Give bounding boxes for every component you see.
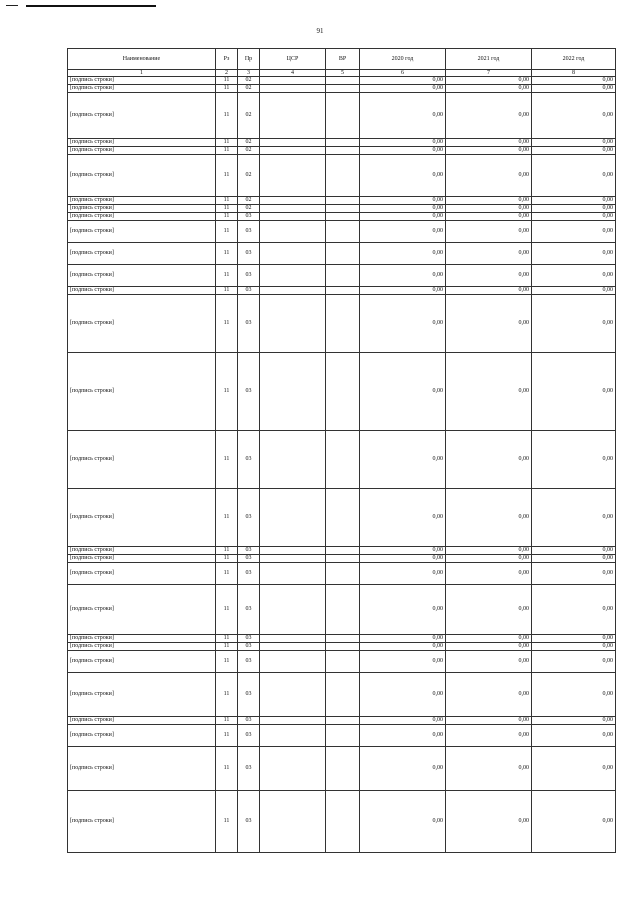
cell-name: [подпись строки] (68, 85, 216, 93)
cell-2022: 0,00 (532, 265, 616, 287)
cell-2022: 0,00 (532, 353, 616, 431)
cell-csr (260, 155, 326, 197)
cell-name: [подпись строки] (68, 555, 216, 563)
table-row (68, 585, 616, 635)
cell-2020: 0,00 (360, 635, 446, 643)
table-row (68, 563, 616, 585)
cell-2021: 0,00 (446, 77, 532, 85)
cell-vr (326, 353, 360, 431)
cell-name: [подпись строки] (68, 353, 216, 431)
cell-name: [подпись строки] (68, 197, 216, 205)
table-row (68, 213, 616, 221)
cell-csr (260, 205, 326, 213)
table-row (68, 221, 616, 243)
header-row (68, 49, 616, 70)
cell-pr: 02 (238, 139, 260, 147)
cell-2020: 0,00 (360, 93, 446, 139)
cell-csr (260, 673, 326, 717)
table-row (68, 93, 616, 139)
cell-csr (260, 489, 326, 547)
table-row (68, 643, 616, 651)
cell-rz: 11 (216, 563, 238, 585)
cell-rz: 11 (216, 431, 238, 489)
cell-vr (326, 205, 360, 213)
cell-vr (326, 221, 360, 243)
cell-2021: 0,00 (446, 673, 532, 717)
cell-2020: 0,00 (360, 147, 446, 155)
cell-2020: 0,00 (360, 585, 446, 635)
cell-2021: 0,00 (446, 139, 532, 147)
cell-2021: 0,00 (446, 265, 532, 287)
cell-name: [подпись строки] (68, 295, 216, 353)
cell-2021: 0,00 (446, 197, 532, 205)
cell-2021: 0,00 (446, 155, 532, 197)
header-pr: Пр (238, 49, 260, 70)
cell-2020: 0,00 (360, 643, 446, 651)
cell-2021: 0,00 (446, 147, 532, 155)
column-number: 1 (68, 70, 216, 77)
table-row (68, 85, 616, 93)
cell-2022: 0,00 (532, 673, 616, 717)
cell-2020: 0,00 (360, 213, 446, 221)
cell-pr: 02 (238, 205, 260, 213)
cell-vr (326, 213, 360, 221)
table-row (68, 287, 616, 295)
cell-csr (260, 563, 326, 585)
cell-2021: 0,00 (446, 205, 532, 213)
page-number: 91 (316, 27, 324, 35)
cell-2021: 0,00 (446, 747, 532, 791)
cell-2020: 0,00 (360, 431, 446, 489)
cell-rz: 11 (216, 747, 238, 791)
table-row (68, 747, 616, 791)
column-number: 8 (532, 70, 616, 77)
cell-2021: 0,00 (446, 635, 532, 643)
cell-name: [подпись строки] (68, 155, 216, 197)
cell-pr: 02 (238, 197, 260, 205)
cell-pr: 03 (238, 295, 260, 353)
cell-pr: 03 (238, 563, 260, 585)
table-row (68, 651, 616, 673)
cell-name: [подпись строки] (68, 243, 216, 265)
cell-2022: 0,00 (532, 139, 616, 147)
cell-name: [подпись строки] (68, 725, 216, 747)
header-rz: Рз (216, 49, 238, 70)
cell-csr (260, 717, 326, 725)
table-row (68, 489, 616, 547)
cell-csr (260, 431, 326, 489)
cell-pr: 03 (238, 651, 260, 673)
cell-2022: 0,00 (532, 221, 616, 243)
table-row (68, 725, 616, 747)
cell-2020: 0,00 (360, 205, 446, 213)
cell-2022: 0,00 (532, 489, 616, 547)
cell-csr (260, 295, 326, 353)
table-row (68, 197, 616, 205)
cell-vr (326, 563, 360, 585)
cell-rz: 11 (216, 635, 238, 643)
cell-name: [подпись строки] (68, 717, 216, 725)
cell-2022: 0,00 (532, 287, 616, 295)
cell-2021: 0,00 (446, 643, 532, 651)
cell-name: [подпись строки] (68, 287, 216, 295)
cell-2020: 0,00 (360, 265, 446, 287)
cell-pr: 03 (238, 555, 260, 563)
cell-2020: 0,00 (360, 77, 446, 85)
cell-2022: 0,00 (532, 725, 616, 747)
cell-csr (260, 221, 326, 243)
cell-csr (260, 643, 326, 651)
cell-vr (326, 717, 360, 725)
cell-2021: 0,00 (446, 295, 532, 353)
cell-2020: 0,00 (360, 563, 446, 585)
cell-csr (260, 555, 326, 563)
cell-2022: 0,00 (532, 643, 616, 651)
cell-2021: 0,00 (446, 585, 532, 635)
cell-pr: 03 (238, 287, 260, 295)
cell-2022: 0,00 (532, 791, 616, 853)
cell-vr (326, 725, 360, 747)
cell-rz: 11 (216, 265, 238, 287)
table-row (68, 265, 616, 287)
cell-vr (326, 197, 360, 205)
cell-name: [подпись строки] (68, 489, 216, 547)
cell-rz: 11 (216, 295, 238, 353)
cell-2022: 0,00 (532, 213, 616, 221)
cell-vr (326, 155, 360, 197)
cell-name: [подпись строки] (68, 643, 216, 651)
cell-2020: 0,00 (360, 651, 446, 673)
scan-edge-marks (0, 0, 640, 12)
cell-name: [подпись строки] (68, 213, 216, 221)
table-row (68, 243, 616, 265)
cell-2020: 0,00 (360, 791, 446, 853)
cell-csr (260, 547, 326, 555)
cell-2022: 0,00 (532, 555, 616, 563)
cell-pr: 02 (238, 147, 260, 155)
cell-rz: 11 (216, 77, 238, 85)
cell-name: [подпись строки] (68, 205, 216, 213)
cell-vr (326, 547, 360, 555)
cell-name: [подпись строки] (68, 635, 216, 643)
cell-2022: 0,00 (532, 147, 616, 155)
cell-2020: 0,00 (360, 197, 446, 205)
cell-vr (326, 431, 360, 489)
cell-pr: 03 (238, 243, 260, 265)
cell-rz: 11 (216, 139, 238, 147)
column-number: 4 (260, 70, 326, 77)
cell-pr: 03 (238, 431, 260, 489)
cell-vr (326, 93, 360, 139)
cell-vr (326, 265, 360, 287)
cell-rz: 11 (216, 585, 238, 635)
cell-2020: 0,00 (360, 547, 446, 555)
cell-2022: 0,00 (532, 77, 616, 85)
cell-vr (326, 791, 360, 853)
cell-vr (326, 673, 360, 717)
header-csr: ЦСР (260, 49, 326, 70)
table-row (68, 717, 616, 725)
table-row (68, 791, 616, 853)
cell-2021: 0,00 (446, 555, 532, 563)
cell-name: [подпись строки] (68, 547, 216, 555)
scan-line-mark (26, 5, 156, 7)
cell-rz: 11 (216, 717, 238, 725)
cell-vr (326, 295, 360, 353)
table-row (68, 555, 616, 563)
cell-2020: 0,00 (360, 85, 446, 93)
cell-pr: 03 (238, 717, 260, 725)
cell-name: [подпись строки] (68, 673, 216, 717)
cell-rz: 11 (216, 651, 238, 673)
cell-csr (260, 287, 326, 295)
cell-pr: 03 (238, 791, 260, 853)
cell-2020: 0,00 (360, 717, 446, 725)
cell-csr (260, 93, 326, 139)
cell-rz: 11 (216, 213, 238, 221)
header-name: Наименование (68, 49, 216, 70)
cell-csr (260, 147, 326, 155)
cell-pr: 02 (238, 155, 260, 197)
cell-2021: 0,00 (446, 243, 532, 265)
cell-vr (326, 147, 360, 155)
table-row (68, 353, 616, 431)
cell-name: [подпись строки] (68, 747, 216, 791)
cell-2020: 0,00 (360, 295, 446, 353)
table-row (68, 295, 616, 353)
cell-2020: 0,00 (360, 287, 446, 295)
cell-pr: 02 (238, 93, 260, 139)
cell-csr (260, 651, 326, 673)
cell-2021: 0,00 (446, 791, 532, 853)
table-row (68, 205, 616, 213)
cell-pr: 03 (238, 643, 260, 651)
table-row (68, 155, 616, 197)
cell-rz: 11 (216, 85, 238, 93)
cell-2021: 0,00 (446, 353, 532, 431)
cell-2021: 0,00 (446, 93, 532, 139)
cell-2022: 0,00 (532, 651, 616, 673)
cell-vr (326, 243, 360, 265)
cell-2021: 0,00 (446, 651, 532, 673)
scan-dash-mark (6, 5, 18, 6)
cell-name: [подпись строки] (68, 563, 216, 585)
cell-vr (326, 651, 360, 673)
column-number: 3 (238, 70, 260, 77)
cell-name: [подпись строки] (68, 651, 216, 673)
cell-csr (260, 197, 326, 205)
cell-csr (260, 747, 326, 791)
cell-rz: 11 (216, 155, 238, 197)
cell-name: [подпись строки] (68, 139, 216, 147)
cell-2022: 0,00 (532, 747, 616, 791)
cell-2020: 0,00 (360, 155, 446, 197)
cell-pr: 02 (238, 77, 260, 85)
cell-rz: 11 (216, 197, 238, 205)
cell-rz: 11 (216, 791, 238, 853)
cell-pr: 03 (238, 213, 260, 221)
cell-2020: 0,00 (360, 747, 446, 791)
cell-pr: 03 (238, 585, 260, 635)
column-number: 2 (216, 70, 238, 77)
cell-vr (326, 585, 360, 635)
cell-pr: 03 (238, 673, 260, 717)
cell-rz: 11 (216, 673, 238, 717)
column-number: 6 (360, 70, 446, 77)
cell-2021: 0,00 (446, 213, 532, 221)
cell-name: [подпись строки] (68, 221, 216, 243)
cell-pr: 03 (238, 547, 260, 555)
cell-name: [подпись строки] (68, 147, 216, 155)
cell-2021: 0,00 (446, 287, 532, 295)
cell-2020: 0,00 (360, 139, 446, 147)
cell-csr (260, 85, 326, 93)
cell-csr (260, 213, 326, 221)
cell-rz: 11 (216, 353, 238, 431)
cell-pr: 02 (238, 85, 260, 93)
table-row (68, 139, 616, 147)
table-row (68, 547, 616, 555)
cell-rz: 11 (216, 287, 238, 295)
cell-2021: 0,00 (446, 717, 532, 725)
cell-2020: 0,00 (360, 673, 446, 717)
cell-name: [подпись строки] (68, 265, 216, 287)
cell-name: [подпись строки] (68, 431, 216, 489)
cell-vr (326, 77, 360, 85)
cell-rz: 11 (216, 643, 238, 651)
cell-name: [подпись строки] (68, 93, 216, 139)
cell-2022: 0,00 (532, 585, 616, 635)
cell-csr (260, 725, 326, 747)
cell-rz: 11 (216, 547, 238, 555)
cell-vr (326, 287, 360, 295)
table-row (68, 673, 616, 717)
cell-2021: 0,00 (446, 547, 532, 555)
cell-2021: 0,00 (446, 725, 532, 747)
cell-csr (260, 265, 326, 287)
cell-vr (326, 747, 360, 791)
cell-vr (326, 85, 360, 93)
cell-2022: 0,00 (532, 93, 616, 139)
cell-2022: 0,00 (532, 295, 616, 353)
cell-2021: 0,00 (446, 563, 532, 585)
cell-rz: 11 (216, 221, 238, 243)
cell-2021: 0,00 (446, 221, 532, 243)
cell-2022: 0,00 (532, 717, 616, 725)
cell-2022: 0,00 (532, 197, 616, 205)
table-row (68, 431, 616, 489)
cell-vr (326, 139, 360, 147)
budget-table (67, 48, 616, 853)
cell-pr: 03 (238, 265, 260, 287)
cell-2022: 0,00 (532, 635, 616, 643)
table-row (68, 147, 616, 155)
cell-2022: 0,00 (532, 85, 616, 93)
cell-pr: 03 (238, 725, 260, 747)
cell-rz: 11 (216, 489, 238, 547)
cell-2021: 0,00 (446, 85, 532, 93)
cell-vr (326, 555, 360, 563)
cell-2020: 0,00 (360, 725, 446, 747)
cell-csr (260, 635, 326, 643)
header-2021: 2021 год (446, 49, 532, 70)
cell-2020: 0,00 (360, 353, 446, 431)
cell-csr (260, 353, 326, 431)
cell-rz: 11 (216, 555, 238, 563)
cell-2020: 0,00 (360, 555, 446, 563)
cell-pr: 03 (238, 635, 260, 643)
cell-2021: 0,00 (446, 431, 532, 489)
cell-2020: 0,00 (360, 243, 446, 265)
cell-rz: 11 (216, 93, 238, 139)
cell-rz: 11 (216, 205, 238, 213)
table-row (68, 77, 616, 85)
table-row (68, 635, 616, 643)
cell-name: [подпись строки] (68, 77, 216, 85)
cell-vr (326, 643, 360, 651)
table-body (68, 77, 616, 853)
cell-pr: 03 (238, 489, 260, 547)
cell-csr (260, 77, 326, 85)
header-vr: ВР (326, 49, 360, 70)
cell-csr (260, 791, 326, 853)
cell-rz: 11 (216, 243, 238, 265)
cell-name: [подпись строки] (68, 791, 216, 853)
column-number: 5 (326, 70, 360, 77)
cell-vr (326, 635, 360, 643)
cell-rz: 11 (216, 147, 238, 155)
cell-2022: 0,00 (532, 547, 616, 555)
cell-vr (326, 489, 360, 547)
cell-2022: 0,00 (532, 243, 616, 265)
cell-2022: 0,00 (532, 563, 616, 585)
column-number-row (68, 70, 616, 77)
header-2022: 2022 год (532, 49, 616, 70)
cell-csr (260, 243, 326, 265)
cell-2021: 0,00 (446, 489, 532, 547)
cell-pr: 03 (238, 747, 260, 791)
cell-csr (260, 585, 326, 635)
cell-csr (260, 139, 326, 147)
header-2020: 2020 год (360, 49, 446, 70)
column-number: 7 (446, 70, 532, 77)
cell-2020: 0,00 (360, 489, 446, 547)
cell-rz: 11 (216, 725, 238, 747)
cell-pr: 03 (238, 221, 260, 243)
cell-2020: 0,00 (360, 221, 446, 243)
cell-2022: 0,00 (532, 431, 616, 489)
cell-name: [подпись строки] (68, 585, 216, 635)
cell-pr: 03 (238, 353, 260, 431)
cell-2022: 0,00 (532, 205, 616, 213)
cell-2022: 0,00 (532, 155, 616, 197)
